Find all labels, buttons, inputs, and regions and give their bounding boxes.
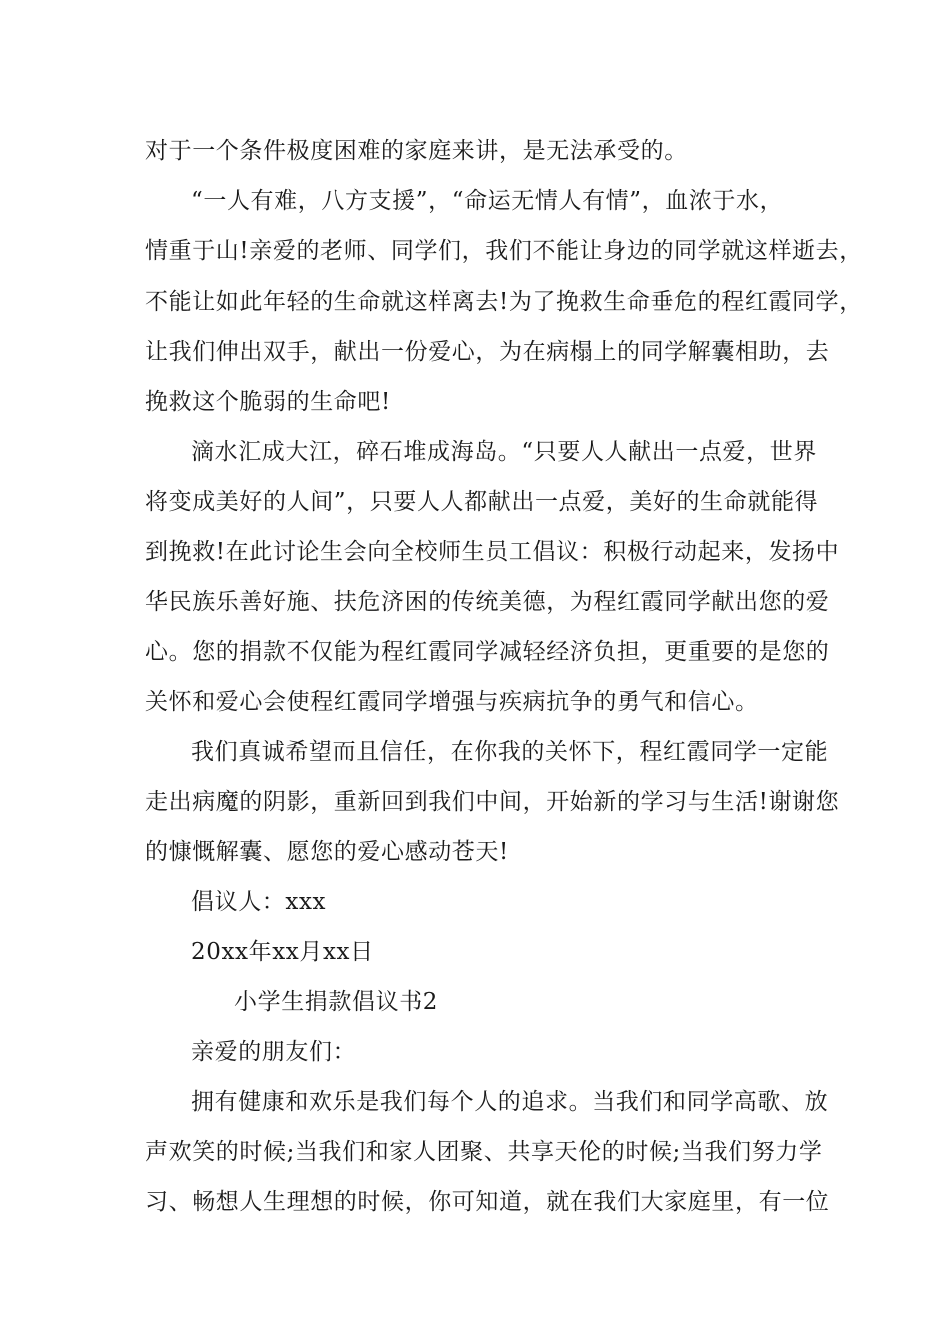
text-line: 对于一个条件极度困难的家庭来讲，是无法承受的。 — [145, 138, 688, 164]
text-line: 习、畅想人生理想的时候，你可知道，就在我们大家庭里，有一位 — [145, 1189, 830, 1215]
date-line: 20xx年xx月xx日 — [191, 939, 374, 965]
text-line: “一人有难，八方支援”，“命运无情人有情”，血浓于水， — [191, 188, 784, 214]
text-line: 关怀和爱心会使程红霞同学增强与疾病抗争的勇气和信心。 — [145, 689, 759, 715]
text-line: 我们真诚希望而且信任，在你我的关怀下，程红霞同学一定能 — [191, 739, 829, 765]
text-line: 不能让如此年轻的生命就这样离去!为了挽救生命垂危的程红霞同学， — [145, 289, 863, 315]
text-line: 挽救这个脆弱的生命吧! — [145, 389, 391, 415]
text-line: 滴水汇成大江，碎石堆成海岛。“只要人人献出一点爱，世界 — [191, 439, 817, 465]
text-line: 情重于山!亲爱的老师、同学们，我们不能让身边的同学就这样逝去， — [145, 238, 863, 264]
text-line: 心。您的捐款不仅能为程红霞同学减轻经济负担，更重要的是您的 — [145, 639, 830, 665]
text-line: 将变成美好的人间”，只要人人都献出一点爱，美好的生命就能得 — [145, 489, 819, 515]
text-line: 走出病魔的阴影，重新回到我们中间，开始新的学习与生活!谢谢您 — [145, 789, 840, 815]
proposer-line: 倡议人：xxx — [191, 889, 327, 915]
text-line: 华民族乐善好施、扶危济困的传统美德，为程红霞同学献出您的爱 — [145, 589, 830, 615]
text-line: 到挽救!在此讨论生会向全校师生员工倡议：积极行动起来，发扬中 — [145, 539, 840, 565]
salutation: 亲爱的朋友们： — [191, 1039, 357, 1065]
section-title: 小学生捐款倡议书2 — [234, 989, 439, 1015]
text-line: 让我们伸出双手，献出一份爱心，为在病榻上的同学解囊相助，去 — [145, 339, 830, 365]
text-line: 拥有健康和欢乐是我们每个人的追求。当我们和同学高歌、放 — [191, 1089, 829, 1115]
text-line: 声欢笑的时候;当我们和家人团聚、共享天伦的时候;当我们努力学 — [145, 1139, 823, 1165]
text-line: 的慷慨解囊、愿您的爱心感动苍天! — [145, 839, 509, 865]
